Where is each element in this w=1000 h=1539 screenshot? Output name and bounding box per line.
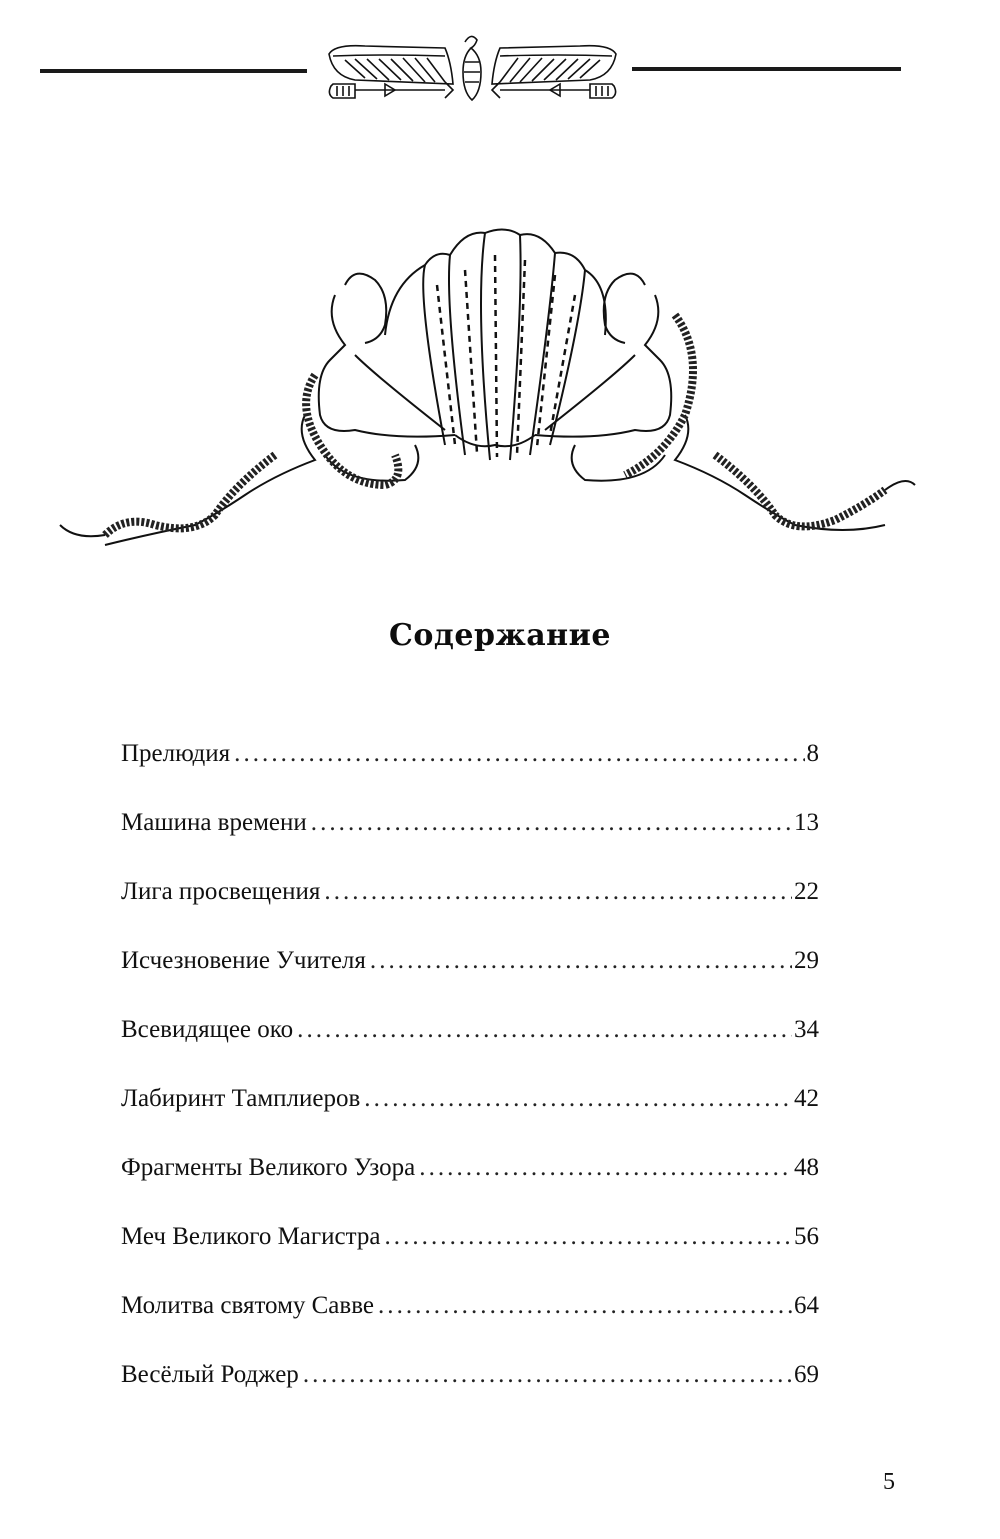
toc-entry[interactable]	[121, 878, 819, 914]
toc-entry[interactable]	[121, 740, 819, 776]
toc-leader-dots	[324, 878, 792, 906]
toc-entry-page: 29	[794, 947, 819, 974]
winged-sun-emblem-icon	[325, 32, 620, 104]
toc-entry-title: Исчезновение Учителя	[121, 947, 366, 974]
toc-leader-dots	[384, 1223, 792, 1251]
header-rule-left	[40, 69, 307, 73]
toc-leader-dots	[311, 809, 792, 837]
toc-entry-title: Всевидящее око	[121, 1016, 294, 1043]
toc-entry-page: 13	[794, 809, 819, 836]
toc-entry-page: 8	[806, 740, 819, 767]
toc-entry-title: Весёлый Роджер	[121, 1361, 299, 1388]
toc-entry[interactable]	[121, 1085, 819, 1121]
toc-entry-title: Фрагменты Великого Узора	[121, 1154, 416, 1181]
toc-leader-dots	[234, 740, 804, 768]
toc-entry-title: Меч Великого Магистра	[121, 1223, 381, 1250]
toc-entry-title: Молитва святому Савве	[121, 1292, 374, 1319]
toc-leader-dots	[297, 1016, 792, 1044]
toc-leader-dots	[364, 1085, 792, 1113]
toc-entry-page: 42	[794, 1085, 819, 1112]
toc-entry[interactable]	[121, 947, 819, 983]
serpent-figures-illustration	[45, 225, 945, 570]
toc-entry-title: Лабиринт Тамплиеров	[121, 1085, 361, 1112]
header-rule-right	[632, 67, 901, 71]
page-number: 5	[883, 1469, 895, 1495]
toc-entry-page: 22	[794, 878, 819, 905]
toc-entry-page: 69	[794, 1361, 819, 1388]
toc-entry[interactable]	[121, 1292, 819, 1328]
toc-leader-dots	[378, 1292, 792, 1320]
toc-entry-page: 56	[794, 1223, 819, 1250]
toc-entry-page: 48	[794, 1154, 819, 1181]
toc-title: Содержание	[389, 618, 611, 653]
toc-leader-dots	[303, 1361, 792, 1389]
toc-entry[interactable]	[121, 1361, 819, 1397]
toc-entry[interactable]	[121, 809, 819, 845]
toc-entry-title: Лига просвещения	[121, 878, 321, 905]
toc-entry[interactable]	[121, 1016, 819, 1052]
toc-leader-dots	[419, 1154, 792, 1182]
toc-entry[interactable]	[121, 1154, 819, 1190]
toc-entry-title: Машина времени	[121, 809, 307, 836]
toc-entry[interactable]	[121, 1223, 819, 1259]
toc-leader-dots	[370, 947, 792, 975]
toc-entry-page: 34	[794, 1016, 819, 1043]
toc-entry-title: Прелюдия	[121, 740, 231, 767]
toc-entry-page: 64	[794, 1292, 819, 1319]
header-ornament	[0, 0, 1000, 110]
